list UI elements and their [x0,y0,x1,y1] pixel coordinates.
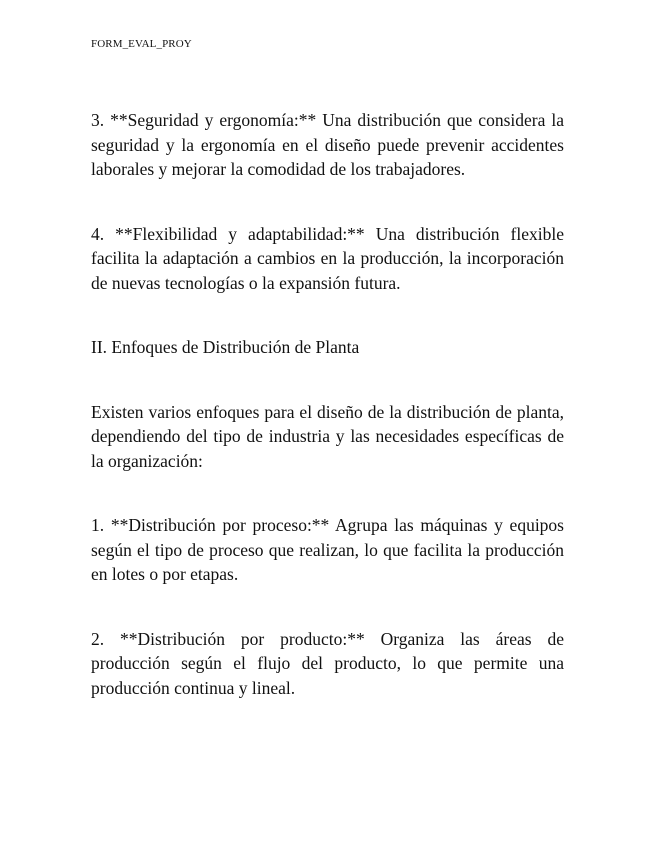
section-heading: II. Enfoques de Distribución de Planta [91,337,360,357]
paragraph-flexibility: 4. **Flexibilidad y adaptabilidad:** Una distribución flexible facilita la adaptación a cambios en la producción, la incorporación de nuevas tecnologías o la expansión futura. [91,223,564,293]
running-header: FORM_EVAL_PROY [91,38,192,50]
paragraph-product-layout: 2. **Distribución por producto:** Organiza las áreas de producción según el flujo del producto, lo que permite una producción continua y lineal. [91,628,564,698]
paragraph-process-layout: 1. **Distribución por proceso:** Agrupa las máquinas y equipos según el tipo de proceso que realizan, lo que facilita la producción en lotes o por etapas. [91,515,564,584]
page-body [91,108,564,740]
paragraph-intro: Existen varios enfoques para el diseño de la distribución de planta, dependiendo del tipo de industria y las necesidades específicas de la organización: [91,401,564,471]
paragraph-security-ergonomics: 3. **Seguridad y ergonomía:** Una distribución que considera la seguridad y la ergonomía en el diseño puede prevenir accidentes laborales y mejorar la comodidad de los trabajadores. [91,110,564,179]
